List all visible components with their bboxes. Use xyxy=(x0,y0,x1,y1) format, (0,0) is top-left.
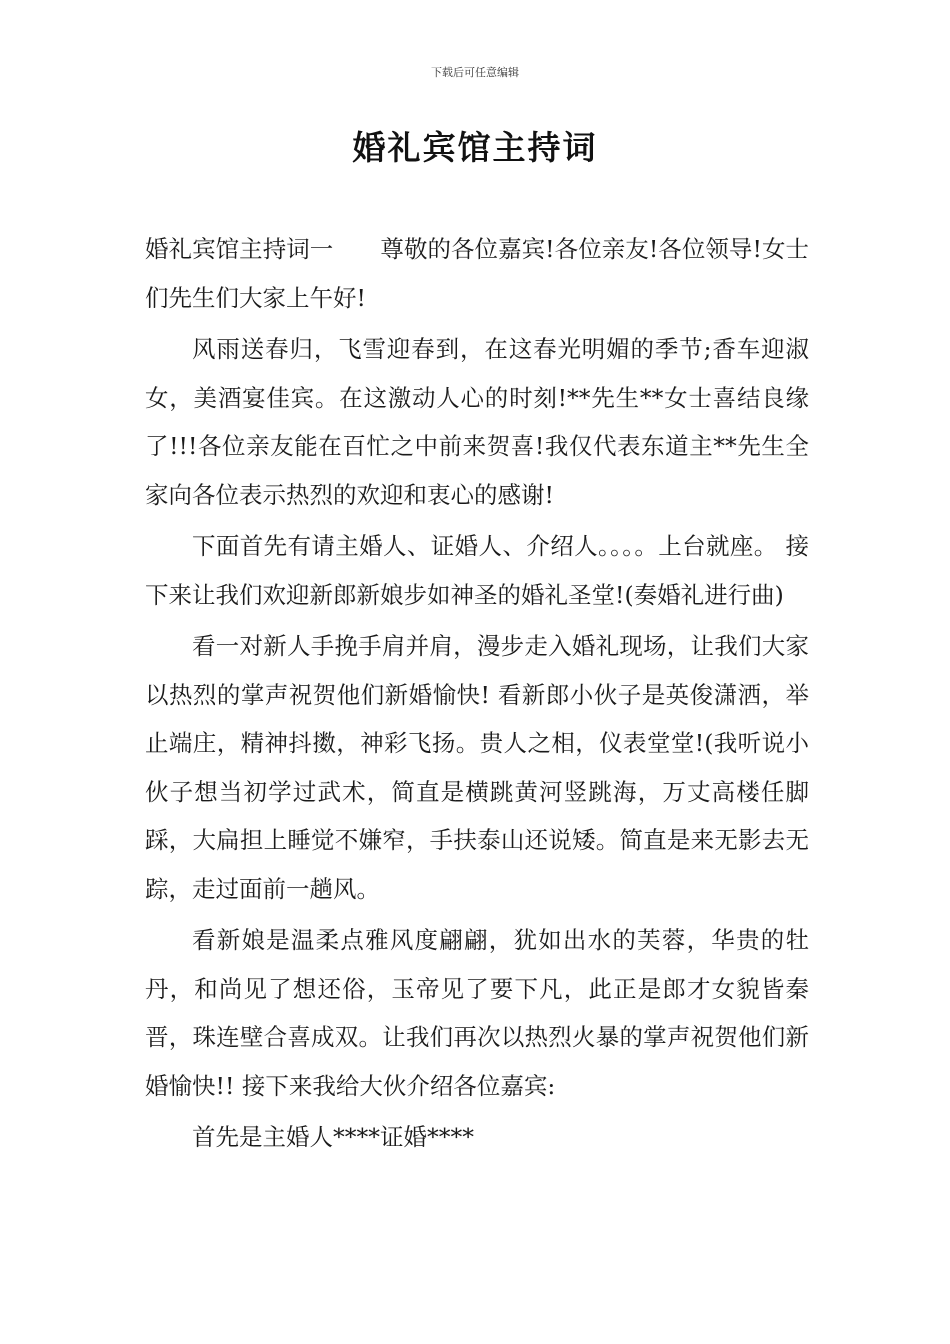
paragraph: 下面首先有请主婚人、证婚人、介绍人。。。。上台就座。 接下来让我们欢迎新郎新娘步如神圣的婚礼圣堂!(奏婚礼进行曲) xyxy=(145,532,809,609)
paragraph: 首先是主婚人****证婚**** xyxy=(192,1123,474,1151)
header-note: 下载后可任意编辑 xyxy=(431,66,519,79)
document-body xyxy=(145,225,809,1162)
paragraph: 婚礼宾馆主持词一 尊敬的各位嘉宾!各位亲友!各位领导!女士们先生们大家上午好! xyxy=(145,235,809,312)
paragraph: 看一对新人手挽手肩并肩，漫步走入婚礼现场，让我们大家以热烈的掌声祝贺他们新婚愉快! 看新郎小伙子是英俊潇洒，举止端庄，精神抖擞，神彩飞扬。贵人之相，仪表堂堂!(我听说小伙子想当初学过武术，简直是横跳黄河竖跳海，万丈高楼任脚踩，大扁担上睡觉不嫌窄，手扶泰山还说矮。简直是来无影去无踪，走过面前一趟风。 xyxy=(145,632,809,903)
document-title: 婚礼宾馆主持词 xyxy=(352,128,598,167)
paragraph: 看新娘是温柔点雅风度翩翩，犹如出水的芙蓉，华贵的牡丹，和尚见了想还俗，玉帝见了要下凡，此正是郎才女貌皆秦晋，珠连壁合喜成双。让我们再次以热烈火暴的掌声祝贺他们新婚愉快!! 接下来我给大伙介绍各位嘉宾: xyxy=(145,926,809,1100)
paragraph: 风雨送春归，飞雪迎春到，在这春光明媚的季节;香车迎淑女，美酒宴佳宾。在这激动人心的时刻!**先生**女士喜结良缘了!!!各位亲友能在百忙之中前来贺喜!我仅代表东道主**先生全家向各位表示热烈的欢迎和衷心的感谢! xyxy=(145,335,809,509)
